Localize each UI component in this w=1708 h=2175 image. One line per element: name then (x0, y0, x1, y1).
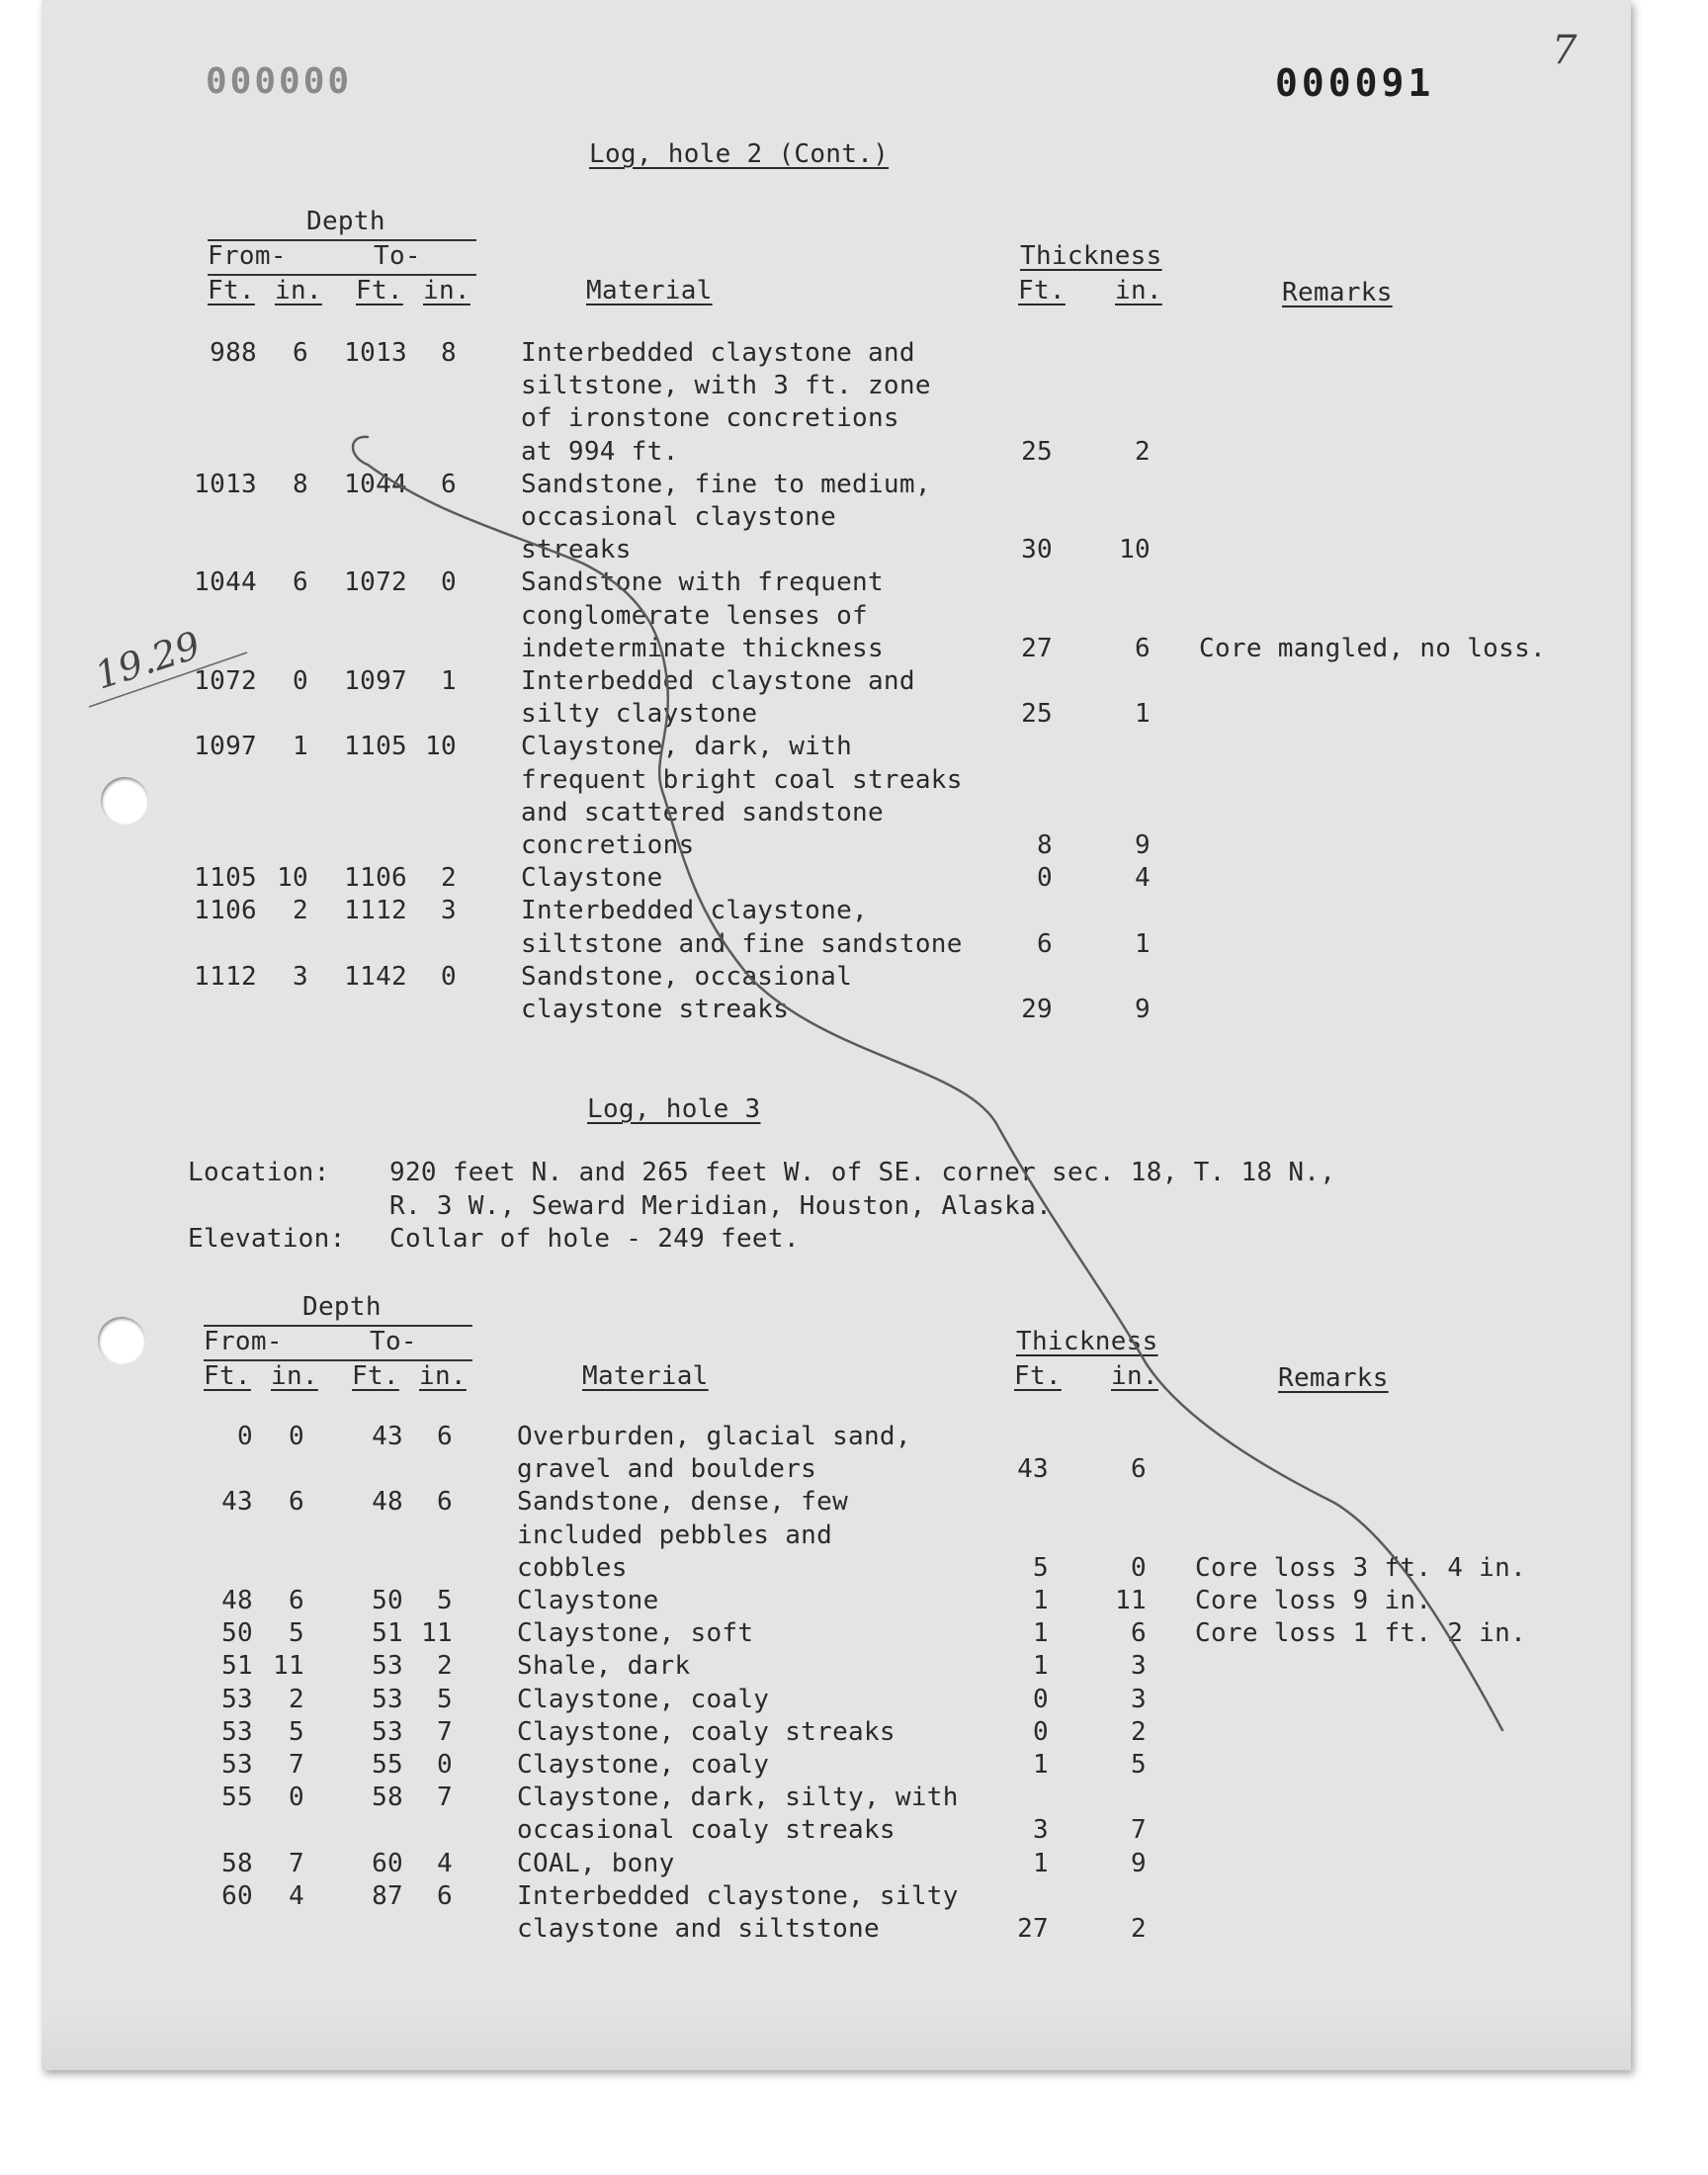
to-header: To- (374, 241, 421, 271)
material-cell: Claystone, dark, silty, with (517, 1783, 959, 1813)
material-cell: occasional claystone (521, 502, 837, 532)
material-cell: Sandstone with frequent (521, 567, 884, 598)
to-ft-cell: 53 (372, 1716, 403, 1747)
from-in-cell: 6 (293, 338, 308, 368)
in-header: in. (1115, 276, 1162, 305)
thickness-ft-cell: 3 (1033, 1815, 1049, 1846)
material-cell: Sandstone, occasional (521, 961, 853, 992)
thickness-ft-cell: 25 (1021, 699, 1053, 730)
to-ft-cell: 43 (372, 1422, 403, 1451)
from-ft-cell: 55 (221, 1783, 253, 1813)
from-ft-cell: 1112 (194, 961, 257, 992)
material-cell: Claystone, coaly (517, 1750, 770, 1780)
handwritten-note: 19.29 (89, 623, 206, 698)
thickness-ft-cell: 30 (1021, 535, 1053, 566)
from-ft-cell: 1072 (194, 666, 257, 696)
page-number: 7 (1552, 28, 1578, 73)
thickness-ft-cell: 8 (1037, 830, 1053, 860)
material-cell: Sandstone, dense, few (517, 1487, 849, 1518)
thickness-ft-cell: 1 (1033, 1618, 1049, 1649)
thickness-header: Thickness (1016, 1327, 1158, 1356)
thickness-ft-cell: 6 (1037, 928, 1053, 959)
from-in-cell: 6 (289, 1586, 304, 1615)
thickness-ft-cell: 0 (1033, 1684, 1049, 1714)
ft-header: Ft. (356, 276, 403, 305)
to-in-cell: 6 (441, 469, 457, 499)
ft-header: Ft. (1014, 1361, 1062, 1391)
thickness-in-cell: 7 (1131, 1815, 1147, 1846)
material-cell: indeterminate thickness (521, 633, 884, 663)
thickness-ft-cell: 29 (1021, 995, 1053, 1024)
to-in-cell: 7 (437, 1716, 453, 1747)
thickness-in-cell: 3 (1131, 1684, 1147, 1714)
material-cell: Sandstone, fine to medium, (521, 469, 931, 499)
from-in-cell: 2 (293, 896, 308, 926)
material-header: Material (586, 276, 713, 305)
to-ft-cell: 87 (372, 1880, 403, 1911)
thickness-in-cell: 11 (1115, 1586, 1147, 1615)
thickness-in-cell: 6 (1131, 1454, 1147, 1485)
thickness-in-cell: 1 (1135, 928, 1151, 959)
depth-header: Depth (306, 207, 385, 236)
to-ft-cell: 1106 (344, 863, 407, 894)
depth-header: Depth (302, 1292, 382, 1322)
from-in-cell: 5 (289, 1716, 304, 1747)
remarks-cell: Core loss 3 ft. 4 in. (1195, 1552, 1527, 1583)
to-in-cell: 2 (441, 863, 457, 894)
to-in-cell: 0 (441, 567, 457, 598)
thickness-in-cell: 9 (1135, 830, 1151, 860)
material-cell: Overburden, glacial sand, (517, 1422, 911, 1451)
material-cell: siltstone, with 3 ft. zone (521, 371, 931, 401)
from-in-cell: 0 (293, 666, 308, 696)
material-cell: and scattered sandstone (521, 797, 884, 827)
from-in-cell: 0 (289, 1783, 304, 1813)
from-in-cell: 10 (277, 863, 308, 894)
to-in-cell: 2 (437, 1651, 453, 1682)
to-in-cell: 0 (441, 961, 457, 992)
in-header: in. (423, 276, 470, 305)
thickness-ft-cell: 1 (1033, 1848, 1049, 1878)
ft-header: Ft. (1018, 276, 1066, 305)
thickness-in-cell: 5 (1131, 1750, 1147, 1780)
from-in-cell: 8 (293, 469, 308, 499)
thickness-header: Thickness (1020, 241, 1162, 271)
remarks-cell: Core mangled, no loss. (1199, 633, 1546, 663)
material-cell: Interbedded claystone and (521, 666, 915, 696)
from-ft-cell: 1105 (194, 863, 257, 894)
from-ft-cell: 988 (210, 338, 257, 368)
thickness-ft-cell: 1 (1033, 1586, 1049, 1615)
material-cell: COAL, bony (517, 1848, 675, 1878)
from-ft-cell: 1106 (194, 896, 257, 926)
thickness-in-cell: 10 (1119, 535, 1151, 566)
stamp-number: 000091 (1275, 61, 1435, 105)
material-cell: cobbles (517, 1552, 628, 1583)
from-in-cell: 4 (289, 1880, 304, 1911)
from-ft-cell: 60 (221, 1880, 253, 1911)
to-ft-cell: 51 (372, 1618, 403, 1649)
to-ft-cell: 1105 (344, 732, 407, 762)
section-title: Log, hole 2 (Cont.) (589, 139, 890, 169)
in-header: in. (271, 1361, 318, 1391)
from-ft-cell: 1013 (194, 469, 257, 499)
thickness-in-cell: 4 (1135, 863, 1151, 894)
material-cell: streaks (521, 535, 632, 566)
from-ft-cell: 48 (221, 1586, 253, 1615)
to-in-cell: 4 (437, 1848, 453, 1878)
from-ft-cell: 58 (221, 1848, 253, 1878)
material-cell: Claystone, dark, with (521, 732, 853, 762)
to-in-cell: 5 (437, 1684, 453, 1714)
material-cell: Interbedded claystone, (521, 896, 868, 926)
thickness-in-cell: 9 (1135, 995, 1151, 1024)
to-ft-cell: 1013 (344, 338, 407, 368)
to-in-cell: 6 (437, 1880, 453, 1911)
from-header: From- (208, 241, 287, 271)
thickness-ft-cell: 1 (1033, 1651, 1049, 1682)
to-in-cell: 8 (441, 338, 457, 368)
to-ft-cell: 60 (372, 1848, 403, 1878)
from-in-cell: 7 (289, 1848, 304, 1878)
material-cell: Claystone, soft (517, 1618, 754, 1649)
to-ft-cell: 50 (372, 1586, 403, 1615)
to-ft-cell: 55 (372, 1750, 403, 1780)
from-ft-cell: 1097 (194, 732, 257, 762)
in-header: in. (1111, 1361, 1158, 1391)
to-ft-cell: 48 (372, 1487, 403, 1518)
remarks-header: Remarks (1278, 1363, 1389, 1393)
from-in-cell: 3 (293, 961, 308, 992)
material-cell: silty claystone (521, 699, 758, 730)
from-ft-cell: 50 (221, 1618, 253, 1649)
material-cell: Interbedded claystone and (521, 338, 915, 368)
material-cell: gravel and boulders (517, 1454, 817, 1485)
to-in-cell: 7 (437, 1783, 453, 1813)
thickness-in-cell: 2 (1131, 1716, 1147, 1747)
to-ft-cell: 1072 (344, 567, 407, 598)
to-ft-cell: 1097 (344, 666, 407, 696)
elevation-label: Elevation: (188, 1224, 346, 1254)
ft-header: Ft. (208, 276, 255, 305)
material-cell: claystone and siltstone (517, 1914, 880, 1944)
in-header: in. (419, 1361, 467, 1391)
thickness-ft-cell: 43 (1017, 1454, 1049, 1485)
thickness-in-cell: 2 (1135, 436, 1151, 467)
to-in-cell: 3 (441, 896, 457, 926)
to-ft-cell: 58 (372, 1783, 403, 1813)
to-in-cell: 6 (437, 1422, 453, 1451)
thickness-ft-cell: 27 (1017, 1914, 1049, 1944)
thickness-in-cell: 6 (1135, 633, 1151, 663)
thickness-in-cell: 6 (1131, 1618, 1147, 1649)
material-cell: Shale, dark (517, 1651, 691, 1682)
thickness-in-cell: 0 (1131, 1552, 1147, 1583)
thickness-ft-cell: 1 (1033, 1750, 1049, 1780)
location-line: 920 feet N. and 265 feet W. of SE. corner sec. 18, T. 18 N., (389, 1158, 1336, 1187)
remarks-cell: Core loss 9 in. (1195, 1586, 1432, 1615)
material-cell: Claystone, coaly streaks (517, 1716, 896, 1747)
thickness-ft-cell: 0 (1033, 1716, 1049, 1747)
location-label: Location: (188, 1158, 330, 1187)
thickness-in-cell: 3 (1131, 1651, 1147, 1682)
material-cell: concretions (521, 830, 695, 860)
to-ft-cell: 53 (372, 1651, 403, 1682)
in-header: in. (275, 276, 322, 305)
from-in-cell: 6 (289, 1487, 304, 1518)
to-ft-cell: 53 (372, 1684, 403, 1714)
material-cell: conglomerate lenses of (521, 600, 868, 631)
from-in-cell: 11 (273, 1651, 304, 1682)
from-ft-cell: 53 (221, 1684, 253, 1714)
from-in-cell: 5 (289, 1618, 304, 1649)
to-ft-cell: 1112 (344, 896, 407, 926)
from-header: From- (204, 1327, 283, 1356)
material-header: Material (582, 1361, 709, 1391)
to-ft-cell: 1044 (344, 469, 407, 499)
material-cell: Interbedded claystone, silty (517, 1880, 959, 1911)
from-in-cell: 6 (293, 567, 308, 598)
from-in-cell: 1 (293, 732, 308, 762)
thickness-ft-cell: 25 (1021, 436, 1053, 467)
to-in-cell: 5 (437, 1586, 453, 1615)
material-cell: included pebbles and (517, 1520, 833, 1550)
from-ft-cell: 53 (221, 1716, 253, 1747)
material-cell: frequent bright coal streaks (521, 764, 963, 795)
thickness-ft-cell: 5 (1033, 1552, 1049, 1583)
ft-header: Ft. (204, 1361, 251, 1391)
material-cell: Claystone (517, 1586, 659, 1615)
ft-header: Ft. (352, 1361, 399, 1391)
from-ft-cell: 43 (221, 1487, 253, 1518)
to-header: To- (370, 1327, 417, 1356)
thickness-in-cell: 1 (1135, 699, 1151, 730)
material-cell: Claystone, coaly (517, 1684, 770, 1714)
material-cell: siltstone and fine sandstone (521, 928, 963, 959)
remarks-cell: Core loss 1 ft. 2 in. (1195, 1618, 1527, 1649)
section-title: Log, hole 3 (587, 1094, 761, 1124)
thickness-in-cell: 9 (1131, 1848, 1147, 1878)
from-ft-cell: 0 (237, 1422, 253, 1451)
material-cell: occasional coaly streaks (517, 1815, 896, 1846)
material-cell: at 994 ft. (521, 436, 679, 467)
from-ft-cell: 51 (221, 1651, 253, 1682)
material-cell: Claystone (521, 863, 663, 894)
to-ft-cell: 1142 (344, 961, 407, 992)
to-in-cell: 1 (441, 666, 457, 696)
from-ft-cell: 53 (221, 1750, 253, 1780)
to-in-cell: 10 (425, 732, 457, 762)
from-in-cell: 7 (289, 1750, 304, 1780)
elevation-value: Collar of hole - 249 feet. (389, 1224, 800, 1254)
thickness-ft-cell: 27 (1021, 633, 1053, 663)
to-in-cell: 6 (437, 1487, 453, 1518)
to-in-cell: 11 (421, 1618, 453, 1649)
to-in-cell: 0 (437, 1750, 453, 1780)
thickness-ft-cell: 0 (1037, 863, 1053, 894)
thickness-in-cell: 2 (1131, 1914, 1147, 1944)
material-cell: of ironstone concretions (521, 403, 899, 434)
stamp-number-faint: 000000 (206, 61, 353, 102)
location-line: R. 3 W., Seward Meridian, Houston, Alaska. (389, 1191, 1053, 1221)
from-ft-cell: 1044 (194, 567, 257, 598)
remarks-header: Remarks (1282, 278, 1393, 307)
from-in-cell: 2 (289, 1684, 304, 1714)
from-in-cell: 0 (289, 1422, 304, 1451)
material-cell: claystone streaks (521, 995, 790, 1024)
